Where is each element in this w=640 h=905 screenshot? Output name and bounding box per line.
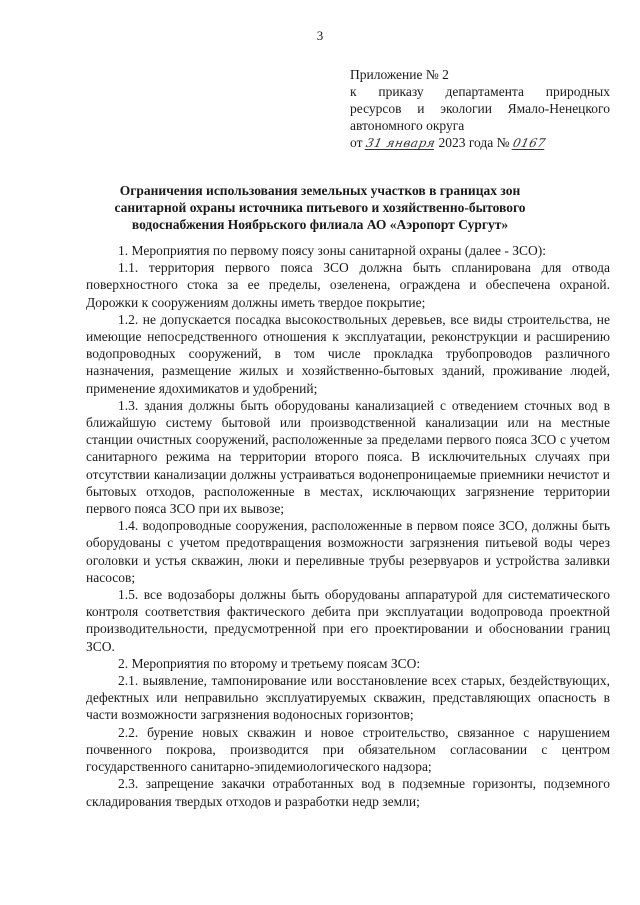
- paragraph: 1.4. водопроводные сооружения, расположенные в первом поясе ЗСО, должны быть оборудованы с учетом предотвращения возможности загрязнения питьевой воды через оголовки и устья скважин, люки и переливные трубы резервуаров и устройства заливки насосов;: [86, 518, 610, 585]
- paragraph: 1.3. здания должны быть оборудованы канализацией с отведением сточных вод в ближайшую систему бытовой или производственной канализации или на местные станции очистных сооружений, расположенные за пределами первого пояса ЗСО с учетом санитарного режима на территории второго пояса. В исключительных случаях при отсутствии канализации должны устраиваться водонепроницаемые приемники нечистот и бытовых отходов, расположенные в местах, исключающих загрязнение территории первого пояса ЗСО при их вывозе;: [86, 397, 610, 517]
- section-heading: 1. Мероприятия по первому поясу зоны санитарной охраны (далее - ЗСО):: [118, 243, 546, 258]
- paragraph: 2.1. выявление, тампонирование или восстановление всех старых, бездействующих, дефектных или неправильно эксплуатируемых скважин, представляющих опасность в части возможности загрязнения водоносных горизонтов;: [86, 673, 610, 723]
- document-title: [60, 182, 580, 233]
- title-line: санитарной охраны источника питьевого и хозяйственно-бытового: [114, 200, 526, 215]
- appendix-header: [350, 66, 610, 152]
- appendix-line: ресурсов и экологии Ямало-Ненецкого: [350, 101, 610, 116]
- handwritten-number: 0167: [511, 136, 548, 150]
- page-number: 3: [316, 28, 324, 43]
- section-heading: 2. Мероприятия по второму и третьему поясам ЗСО:: [118, 655, 421, 671]
- paragraph: 2.2. бурение новых скважин и новое строительство, связанное с нарушением почвенного покрова, производится при обязательном согласовании с центром государственного санитарно-эпидемиологического надзора;: [86, 724, 610, 775]
- handwritten-date: 31 января: [364, 136, 437, 150]
- appendix-date-line: [350, 134, 610, 152]
- title-line: Ограничения использования земельных участков в границах зон: [119, 183, 521, 198]
- date-prefix: от: [350, 135, 363, 150]
- appendix-line: к приказу департамента природных: [350, 84, 610, 99]
- paragraph: 1.2. не допускается посадка высокоствольных деревьев, все виды строительства, не имеющие непосредственного отношения к эксплуатации, реконструкции и расширению водопроводных сооружений, в том числе прокладка трубопроводов различного назначения, размещение жилых и хозяйственно-бытовых зданий, проживание людей, применение ядохимикатов и удобрений;: [86, 311, 610, 396]
- paragraph: 1.1. территория первого пояса ЗСО должна быть спланирована для отвода поверхностного стока за ее пределы, озеленена, ограждена и обеспечена охраной. Дорожки к сооружениям должны иметь твердое покрытие;: [86, 260, 610, 310]
- appendix-line: автономного округа: [350, 118, 465, 133]
- document-body: [86, 242, 610, 810]
- paragraph: 2.3. запрещение закачки отработанных вод в подземные горизонты, подземного складирования твердых отходов и разработки недр земли;: [86, 776, 610, 809]
- appendix-title: Приложение № 2: [350, 67, 449, 82]
- paragraph: 1.5. все водозаборы должны быть оборудованы аппаратурой для систематического контроля соответствия фактического дебита при эксплуатации водопровода проектной производительности, предусмотренной при его проектировании и обосновании границ ЗСО.: [86, 587, 610, 654]
- year-label: 2023 года №: [438, 135, 510, 150]
- title-line: водоснабжения Ноябрьского филиала АО «Аэропорт Сургут»: [131, 217, 509, 232]
